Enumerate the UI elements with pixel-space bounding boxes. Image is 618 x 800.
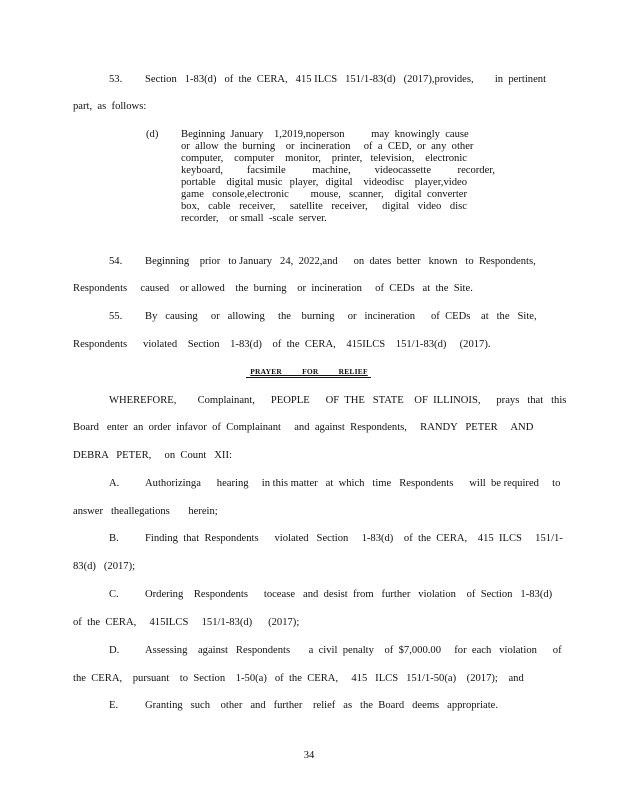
relief-a-line-1: Authorizinga hearing in this matter at which time Respondents will be required to bbox=[145, 478, 561, 489]
relief-c-line-1: Ordering Respondents tocease and desist from further violation of Section 1-83(d) bbox=[145, 589, 553, 600]
relief-e-line-1: Granting such other and further relief as the Board deems appropriate. bbox=[145, 700, 499, 711]
wherefore-line-1: WHEREFORE, Complainant, PEOPLE OF THE STATE OF ILLINOIS, prays that this bbox=[109, 395, 567, 406]
relief-c-letter: C. bbox=[109, 589, 119, 600]
paragraph-55-line-2: Respondents violated Section 1-83(d) of the CERA, 415ILCS 151/1-83(d) (2017). bbox=[73, 339, 491, 350]
block-quote bbox=[181, 129, 496, 225]
paragraph-53-line-1: Section 1-83(d) of the CERA, 415 ILCS 151/1-83(d) (2017),provides, in pertinent bbox=[145, 74, 547, 85]
paragraph-54-line-1: Beginning prior to January 24, 2022,and on dates better known to Respondents, bbox=[145, 256, 536, 267]
relief-a-letter: A. bbox=[109, 478, 120, 489]
relief-b-letter: B. bbox=[109, 533, 119, 544]
relief-d-letter: D. bbox=[109, 645, 120, 656]
relief-b-line-2: 83(d) (2017); bbox=[73, 561, 136, 572]
paragraph-55-number: 55. bbox=[109, 311, 123, 322]
paragraph-53-line-2: part, as follows: bbox=[73, 101, 147, 112]
wherefore-line-3: DEBRA PETER, on Count XII: bbox=[73, 450, 232, 461]
relief-a-line-2: answer theallegations herein; bbox=[73, 506, 218, 517]
quote-line: box, cable receiver, satellite receiver, digital video disc bbox=[181, 201, 467, 212]
prayer-for-relief-heading: PRAYER FOR RELIEF bbox=[250, 367, 368, 376]
paragraph-54-number: 54. bbox=[109, 256, 123, 267]
quote-line: or allow the burning or incineration of a CED, or any other bbox=[181, 141, 474, 152]
relief-e-letter: E. bbox=[109, 700, 119, 711]
paragraph-55-line-1: By causing or allowing the burning or incineration of CEDs at the Site, bbox=[145, 311, 537, 322]
heading-underline bbox=[246, 377, 371, 378]
relief-b-line-1: Finding that Respondents violated Section 1-83(d) of the CERA, 415 ILCS 151/1- bbox=[145, 533, 563, 544]
relief-c-line-2: of the CERA, 415ILCS 151/1-83(d) (2017); bbox=[73, 617, 300, 628]
quote-line: game console,electronic mouse, scanner, digital converter bbox=[181, 189, 467, 200]
quote-line: recorder, or small -scale server. bbox=[181, 213, 327, 224]
relief-d-line-2: the CERA, pursuant to Section 1-50(a) of the CERA, 415 ILCS 151/1-50(a) (2017); and bbox=[73, 673, 524, 684]
quote-line: portable digital music player, digital videodisc player,video bbox=[181, 177, 467, 188]
page-number: 34 bbox=[303, 750, 315, 761]
paragraph-54-line-2: Respondents caused or allowed the burning or incineration of CEDs at the Site. bbox=[73, 283, 473, 294]
quote-line: keyboard, facsimile machine, videocassette recorder, bbox=[181, 165, 496, 176]
relief-d-line-1: Assessing against Respondents a civil penalty of $7,000.00 for each violation of bbox=[145, 645, 562, 656]
quote-line: computer, computer monitor, printer, television, electronic bbox=[181, 153, 467, 164]
paragraph-53-number: 53. bbox=[109, 74, 123, 85]
quote-label: (d) bbox=[146, 129, 159, 140]
wherefore-line-2: Board enter an order infavor of Complainant and against Respondents, RANDY PETER AND bbox=[73, 422, 534, 433]
quote-line: Beginning January 1,2019,noperson may knowingly cause bbox=[181, 129, 469, 140]
